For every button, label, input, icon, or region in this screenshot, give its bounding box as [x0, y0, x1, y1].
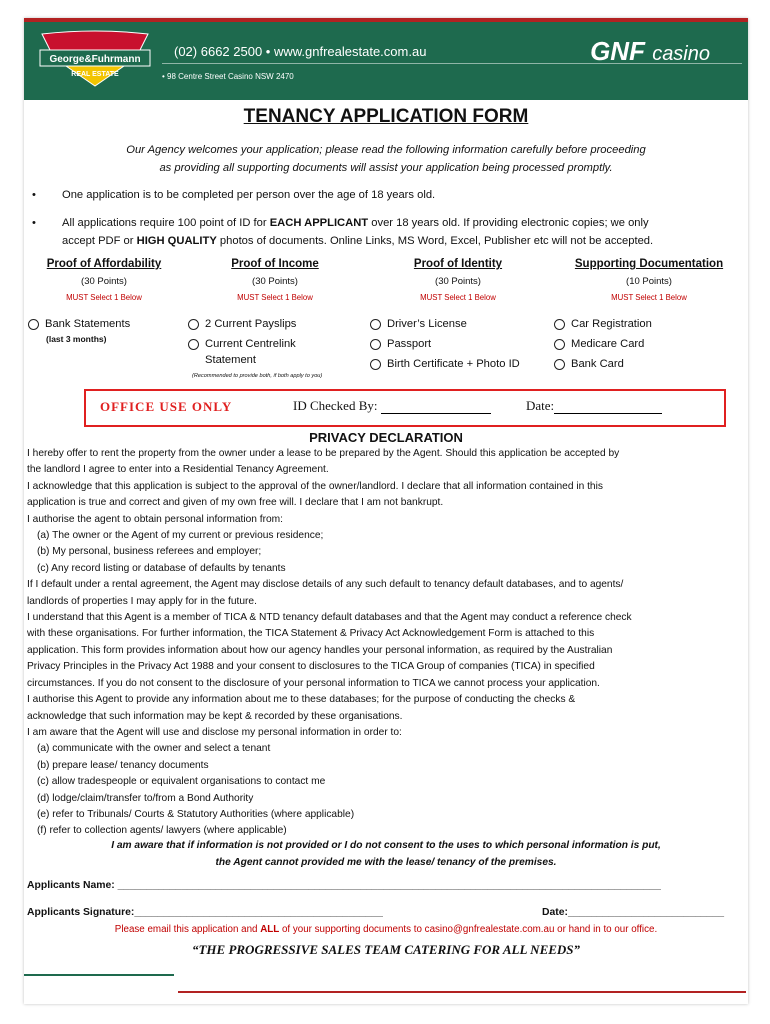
column-points: (30 Points) [435, 276, 481, 287]
bank-statements-note: (last 3 months) [46, 334, 107, 344]
option-bank-statements[interactable] [28, 316, 130, 332]
radio-circle-icon[interactable] [554, 319, 565, 330]
radio-circle-icon[interactable] [554, 339, 565, 350]
privacy-line: circumstances. If you do not consent to the disclosure of your personal information to TICA we cannot process your application. [27, 677, 600, 689]
footer-red-line [178, 991, 746, 993]
email-text-part: Please email this application and [114, 924, 261, 935]
email-emphasis: ALL [260, 924, 280, 935]
radio-circle-icon[interactable] [370, 339, 381, 350]
privacy-line: (c) allow tradespeople or equivalent organisations to contact me [37, 776, 326, 788]
column-income [194, 258, 356, 302]
office-date-line[interactable] [554, 401, 662, 414]
intro-line-1: Our Agency welcomes your application; please read the following information carefully before proceeding [126, 144, 646, 156]
privacy-line: If I default under a rental agreement, the Agent may disclose details of any such default to tenancy default databases, and to agents/ [27, 579, 624, 591]
radio-circle-icon[interactable] [28, 319, 39, 330]
footer-green-line [24, 974, 174, 976]
form-title: TENANCY APPLICATION FORM [243, 106, 529, 127]
brand-casino: casino [652, 43, 710, 65]
office-date-field[interactable] [526, 398, 662, 414]
column-identity [376, 258, 540, 302]
privacy-line: (f) refer to collection agents/ lawyers (where applicable) [37, 825, 287, 837]
bullet-dot-icon: • [32, 217, 36, 229]
privacy-line: (a) communicate with the owner and select a tenant [37, 743, 271, 755]
privacy-line: application is true and correct and given of my own free will. I declare that I am not bankrupt. [27, 497, 444, 509]
option-label: Bank Statements [45, 318, 131, 330]
header-accent-line [24, 18, 748, 22]
option-label: Bank Card [571, 358, 624, 370]
brand-gnf: GNF [590, 36, 645, 66]
privacy-line: I acknowledge that this application is subject to the approval of the owner/landlord. I declare that all information contained in this [27, 480, 603, 492]
office-use-box [84, 389, 726, 427]
consent-notice [24, 837, 748, 871]
column-must-select: MUST Select 1 Below [237, 293, 313, 302]
column-must-select: MUST Select 1 Below [420, 293, 496, 302]
column-points: (10 Points) [626, 276, 672, 287]
option-label: Car Registration [571, 318, 652, 330]
id-checked-field[interactable] [293, 398, 491, 414]
privacy-line: (b) prepare lease/ tenancy documents [37, 759, 209, 771]
document-page [24, 18, 748, 1004]
option-centrelink[interactable] [188, 336, 296, 368]
slogan: “THE PROGRESSIVE SALES TEAM CATERING FOR ALL NEEDS” [191, 942, 581, 957]
email-instruction [24, 924, 748, 935]
brand-wordmark [590, 36, 710, 67]
column-affordability [24, 258, 184, 302]
bullet-dot-icon: • [32, 189, 36, 201]
option-bank-card[interactable] [554, 356, 624, 372]
option-label: Passport [387, 338, 432, 350]
privacy-heading: PRIVACY DECLARATION [309, 430, 463, 445]
privacy-line: the landlord I agree to enter into a Residential Tenancy Agreement. [27, 464, 329, 476]
applicants-signature-field[interactable]: Applicants Signature:___________________________________________ [27, 907, 383, 918]
privacy-line: (d) lodge/claim/transfer to/from a Bond Authority [37, 792, 254, 804]
option-label: Birth Certificate + Photo ID [387, 358, 520, 370]
option-label-line: Statement [205, 354, 256, 366]
option-label-line: Current Centrelink [205, 338, 296, 350]
radio-circle-icon[interactable] [188, 319, 199, 330]
privacy-line: (a) The owner or the Agent of my current or previous residence; [37, 530, 324, 542]
intro-line-2: as providing all supporting documents will assist your application being processed promptly. [159, 162, 613, 174]
phone-website: (02) 6662 2500 • www.gnfrealestate.com.au [174, 44, 427, 59]
signature-date-field[interactable]: Date:___________________________ [542, 907, 725, 918]
option-label: Driver’s License [387, 318, 467, 330]
radio-circle-icon[interactable] [370, 359, 381, 370]
option-drivers-license[interactable] [370, 316, 467, 332]
consent-line-1: I am aware that if information is not provided or I do not consent to the uses to which personal information is put, [111, 840, 661, 851]
column-heading: Proof of Income [231, 258, 319, 270]
column-must-select: MUST Select 1 Below [66, 293, 142, 302]
gnf-logo [36, 30, 154, 88]
option-birth-certificate[interactable] [370, 356, 520, 372]
income-recommendation-note: (Recommended to provide both, if both apply to you) [192, 373, 323, 379]
id-checked-label: ID Checked By: [293, 398, 378, 413]
privacy-declaration-text [27, 446, 745, 840]
bullet-text [62, 214, 747, 250]
privacy-line: application. This form provides information about how our agency handles your personal information, as required by the Australian [27, 644, 613, 656]
applicants-name-field[interactable]: Applicants Name: ______________________________________________________________________________________________ [27, 880, 661, 891]
bullet-text-part: accept PDF or [62, 235, 137, 247]
privacy-line: I authorise this Agent to provide any information about me to these databases; for the purpose of conducting the checks & [27, 694, 576, 706]
column-heading: Supporting Documentation [574, 258, 724, 270]
bullet-emphasis: HIGH QUALITY [136, 235, 217, 247]
option-payslips[interactable] [188, 316, 296, 332]
consent-line-2: the Agent cannot provided me with the lease/ tenancy of the premises. [215, 857, 557, 868]
privacy-line: (e) refer to Tribunals/ Courts & Statutory Authorities (where applicable) [37, 808, 355, 820]
column-points: (30 Points) [252, 276, 298, 287]
option-label [205, 336, 296, 368]
column-heading: Proof of Identity [413, 258, 503, 270]
letterhead [24, 18, 748, 100]
radio-circle-icon[interactable] [554, 359, 565, 370]
privacy-line: Privacy Principles in the Privacy Act 1988 and your consent to disclosures to the TICA Group of companies (TICA) in specified [27, 661, 595, 673]
privacy-line: I authorise the agent to obtain personal information from: [27, 513, 283, 525]
office-date-label: Date: [526, 398, 555, 413]
option-label: 2 Current Payslips [205, 318, 297, 330]
privacy-line: landlords of properties I may apply for in the future. [27, 595, 257, 607]
privacy-line: acknowledge that such information may be kept & recorded by these organisations. [27, 710, 403, 722]
id-checked-line[interactable] [381, 401, 491, 414]
privacy-line: I am aware that the Agent will use and disclose my personal information in order to: [27, 726, 402, 738]
bullet-text-part: over 18 years old. If providing electronic copies; we only [368, 217, 649, 229]
option-medicare-card[interactable] [554, 336, 644, 352]
logo-text-realestate: REAL ESTATE [71, 71, 119, 78]
intro-text [24, 141, 748, 177]
option-passport[interactable] [370, 336, 431, 352]
privacy-line: with these organisations. For further information, the TICA Statement & Privacy Act Acknowledgement Form is attached to this [27, 628, 595, 640]
office-use-label: OFFICE USE ONLY [100, 399, 233, 414]
bullet-text-part: photos of documents. Online Links, MS Word, Excel, Publisher etc will not be accepted. [216, 235, 654, 247]
radio-circle-icon[interactable] [370, 319, 381, 330]
option-label: Medicare Card [571, 338, 645, 350]
privacy-line: (b) My personal, business referees and employer; [37, 546, 262, 558]
privacy-line: I understand that this Agent is a member of TICA & NTD tenancy default databases and that the Agent may conduct a reference check [27, 612, 632, 624]
bullet-emphasis: EACH APPLICANT [269, 217, 369, 229]
column-heading: Proof of Affordability [46, 258, 162, 270]
email-text-part: of your supporting documents to casino@gnfrealestate.com.au or hand in to our office. [279, 924, 658, 935]
column-must-select: MUST Select 1 Below [611, 293, 687, 302]
office-address: • 98 Centre Street Casino NSW 2470 [162, 72, 294, 81]
logo-text-name: George&Fuhrmann [49, 54, 141, 65]
option-car-registration[interactable] [554, 316, 652, 332]
privacy-line: I hereby offer to rent the property from the owner under a lease to be prepared by the Agent. Should this application be accepted by [27, 448, 620, 459]
bullet-text-part: All applications require 100 point of ID for [62, 217, 270, 229]
column-supporting [554, 258, 744, 302]
bullet-text: One application is to be completed per person over the age of 18 years old. [62, 189, 436, 201]
privacy-line: (c) Any record listing or database of defaults by tenants [37, 562, 286, 574]
radio-circle-icon[interactable] [188, 339, 199, 350]
column-points: (30 Points) [81, 276, 127, 287]
